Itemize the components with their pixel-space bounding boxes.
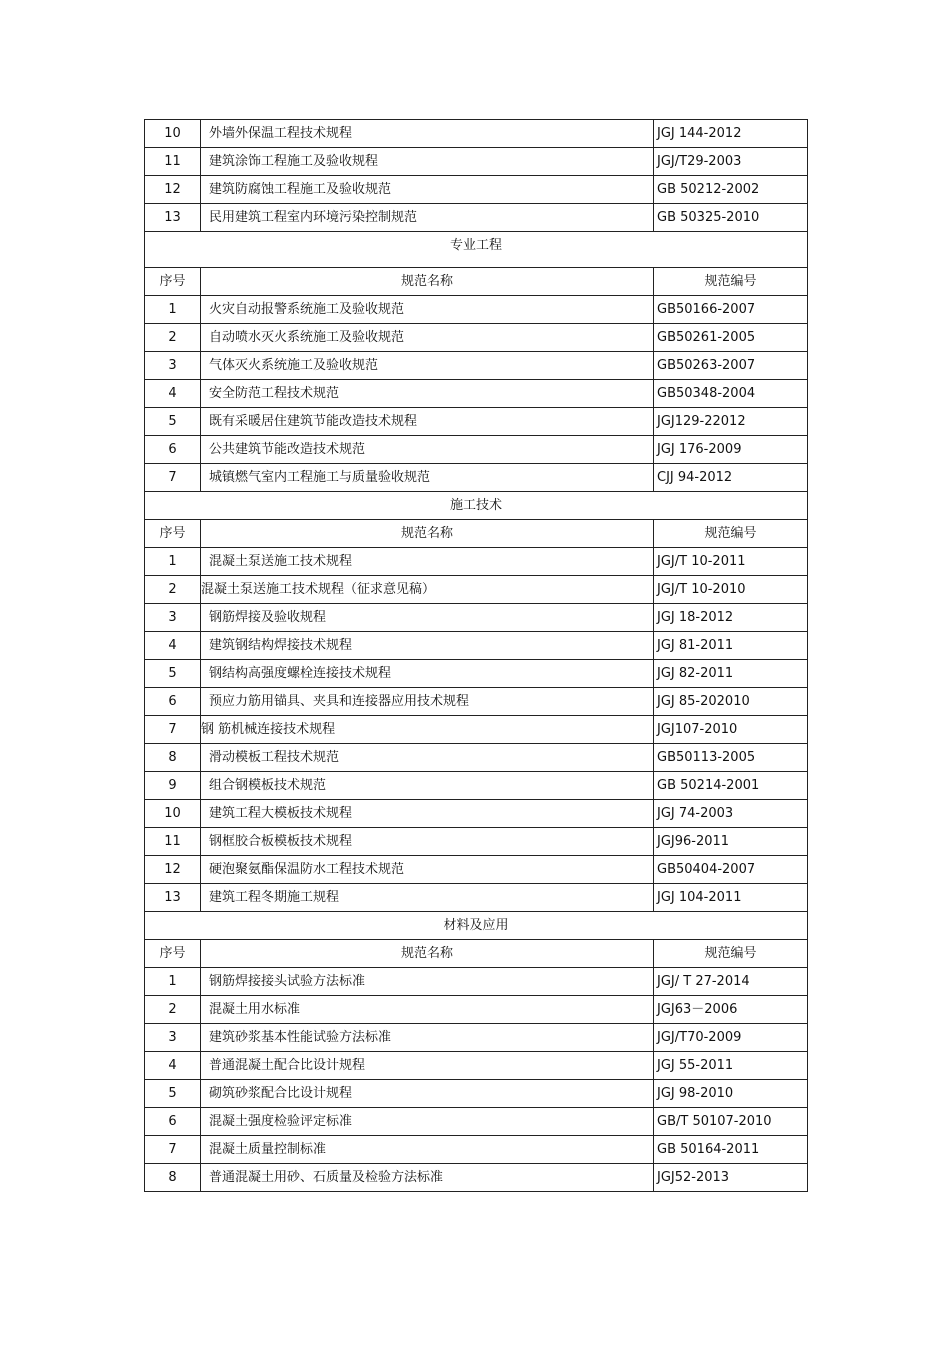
table-row bbox=[145, 772, 808, 800]
table-row bbox=[145, 632, 808, 660]
standard-code: JGJ 98-2010 bbox=[654, 1080, 808, 1108]
row-number: 10 bbox=[145, 800, 201, 828]
row-number: 2 bbox=[145, 324, 201, 352]
standard-name: 硬泡聚氨酯保温防水工程技术规范 bbox=[201, 856, 654, 884]
standard-name: 既有采暖居住建筑节能改造技术规程 bbox=[201, 408, 654, 436]
table-row bbox=[145, 204, 808, 232]
table-row bbox=[145, 1136, 808, 1164]
standard-name: 钢筋焊接及验收规程 bbox=[201, 604, 654, 632]
table-row bbox=[145, 1024, 808, 1052]
row-number: 12 bbox=[145, 856, 201, 884]
standard-name: 预应力筋用锚具、夹具和连接器应用技术规程 bbox=[201, 688, 654, 716]
table-row bbox=[145, 856, 808, 884]
standard-code: JGJ 55-2011 bbox=[654, 1052, 808, 1080]
row-number: 5 bbox=[145, 408, 201, 436]
standard-code: GB50261-2005 bbox=[654, 324, 808, 352]
standard-code: JGJ/T29-2003 bbox=[654, 148, 808, 176]
section-title: 专业工程 bbox=[145, 232, 808, 268]
standard-code: GB 50212-2002 bbox=[654, 176, 808, 204]
section-title-row bbox=[145, 232, 808, 268]
row-number: 13 bbox=[145, 884, 201, 912]
standard-name: 混凝土用水标准 bbox=[201, 996, 654, 1024]
row-number: 1 bbox=[145, 548, 201, 576]
standard-name: 钢结构高强度螺栓连接技术规程 bbox=[201, 660, 654, 688]
standard-code: JGJ 82-2011 bbox=[654, 660, 808, 688]
row-number: 6 bbox=[145, 436, 201, 464]
standard-name: 砌筑砂浆配合比设计规程 bbox=[201, 1080, 654, 1108]
section-title: 施工技术 bbox=[145, 492, 808, 520]
row-number: 13 bbox=[145, 204, 201, 232]
standard-code: GB50263-2007 bbox=[654, 352, 808, 380]
standard-name: 自动喷水灭火系统施工及验收规范 bbox=[201, 324, 654, 352]
standard-code: JGJ/T70-2009 bbox=[654, 1024, 808, 1052]
standard-code: JGJ/T 10-2011 bbox=[654, 548, 808, 576]
row-number: 11 bbox=[145, 148, 201, 176]
standard-name: 建筑砂浆基本性能试验方法标准 bbox=[201, 1024, 654, 1052]
standard-name: 民用建筑工程室内环境污染控制规范 bbox=[201, 204, 654, 232]
standard-name: 钢框胶合板模板技术规程 bbox=[201, 828, 654, 856]
table-row bbox=[145, 828, 808, 856]
standard-name: 安全防范工程技术规范 bbox=[201, 380, 654, 408]
table-row bbox=[145, 120, 808, 148]
standard-name: 建筑工程冬期施工规程 bbox=[201, 884, 654, 912]
standard-code: JGJ/ T 27-2014 bbox=[654, 968, 808, 996]
row-number: 4 bbox=[145, 632, 201, 660]
table-row bbox=[145, 148, 808, 176]
row-number: 11 bbox=[145, 828, 201, 856]
standard-name: 外墙外保温工程技术规程 bbox=[201, 120, 654, 148]
standard-name: 滑动模板工程技术规范 bbox=[201, 744, 654, 772]
row-number: 2 bbox=[145, 996, 201, 1024]
standard-code: GB 50325-2010 bbox=[654, 204, 808, 232]
table-row bbox=[145, 408, 808, 436]
standard-code: JGJ/T 10-2010 bbox=[654, 576, 808, 604]
header-number: 序号 bbox=[145, 268, 201, 296]
standard-code: GB 50214-2001 bbox=[654, 772, 808, 800]
row-number: 4 bbox=[145, 380, 201, 408]
standard-code: GB 50164-2011 bbox=[654, 1136, 808, 1164]
row-number: 6 bbox=[145, 688, 201, 716]
table-row bbox=[145, 716, 808, 744]
standard-name: 火灾自动报警系统施工及验收规范 bbox=[201, 296, 654, 324]
row-number: 3 bbox=[145, 604, 201, 632]
standard-name: 城镇燃气室内工程施工与质量验收规范 bbox=[201, 464, 654, 492]
standard-name: 混凝土泵送施工技术规程（征求意见稿） bbox=[201, 576, 654, 604]
standard-name: 混凝土质量控制标准 bbox=[201, 1136, 654, 1164]
table-row bbox=[145, 800, 808, 828]
standard-name: 公共建筑节能改造技术规范 bbox=[201, 436, 654, 464]
header-number: 序号 bbox=[145, 940, 201, 968]
standard-name: 钢 筋机械连接技术规程 bbox=[201, 716, 654, 744]
row-number: 12 bbox=[145, 176, 201, 204]
standard-code: JGJ63－2006 bbox=[654, 996, 808, 1024]
row-number: 4 bbox=[145, 1052, 201, 1080]
header-name: 规范名称 bbox=[201, 940, 654, 968]
header-code: 规范编号 bbox=[654, 520, 808, 548]
standard-name: 气体灭火系统施工及验收规范 bbox=[201, 352, 654, 380]
header-number: 序号 bbox=[145, 520, 201, 548]
table-row bbox=[145, 548, 808, 576]
row-number: 3 bbox=[145, 1024, 201, 1052]
standard-code: JGJ 144-2012 bbox=[654, 120, 808, 148]
standard-code: JGJ52-2013 bbox=[654, 1164, 808, 1192]
row-number: 7 bbox=[145, 1136, 201, 1164]
standard-code: JGJ 18-2012 bbox=[654, 604, 808, 632]
standard-code: GB50113-2005 bbox=[654, 744, 808, 772]
table-row bbox=[145, 352, 808, 380]
table-row bbox=[145, 464, 808, 492]
standard-code: JGJ 176-2009 bbox=[654, 436, 808, 464]
standard-code: JGJ 74-2003 bbox=[654, 800, 808, 828]
standard-code: JGJ 81-2011 bbox=[654, 632, 808, 660]
row-number: 8 bbox=[145, 1164, 201, 1192]
standard-name: 建筑钢结构焊接技术规程 bbox=[201, 632, 654, 660]
standard-code: GB50166-2007 bbox=[654, 296, 808, 324]
table-header-row bbox=[145, 940, 808, 968]
row-number: 5 bbox=[145, 660, 201, 688]
header-name: 规范名称 bbox=[201, 520, 654, 548]
table-row bbox=[145, 296, 808, 324]
standard-name: 混凝土泵送施工技术规程 bbox=[201, 548, 654, 576]
header-code: 规范编号 bbox=[654, 268, 808, 296]
row-number: 7 bbox=[145, 716, 201, 744]
row-number: 3 bbox=[145, 352, 201, 380]
table-header-row bbox=[145, 268, 808, 296]
standard-name: 钢筋焊接接头试验方法标准 bbox=[201, 968, 654, 996]
standard-code: GB50404-2007 bbox=[654, 856, 808, 884]
standard-code: JGJ129-22012 bbox=[654, 408, 808, 436]
row-number: 2 bbox=[145, 576, 201, 604]
table-row bbox=[145, 1052, 808, 1080]
table-row bbox=[145, 1164, 808, 1192]
row-number: 6 bbox=[145, 1108, 201, 1136]
section-title-row bbox=[145, 912, 808, 940]
table-row bbox=[145, 968, 808, 996]
table-header-row bbox=[145, 520, 808, 548]
header-name: 规范名称 bbox=[201, 268, 654, 296]
table-row bbox=[145, 744, 808, 772]
standard-name: 组合钢模板技术规范 bbox=[201, 772, 654, 800]
header-code: 规范编号 bbox=[654, 940, 808, 968]
standard-code: JGJ107-2010 bbox=[654, 716, 808, 744]
standard-code: GB/T 50107-2010 bbox=[654, 1108, 808, 1136]
standard-name: 普通混凝土用砂、石质量及检验方法标准 bbox=[201, 1164, 654, 1192]
standard-name: 普通混凝土配合比设计规程 bbox=[201, 1052, 654, 1080]
section-title-row bbox=[145, 492, 808, 520]
row-number: 1 bbox=[145, 968, 201, 996]
section-title: 材料及应用 bbox=[145, 912, 808, 940]
standard-code: JGJ96-2011 bbox=[654, 828, 808, 856]
standard-name: 建筑工程大模板技术规程 bbox=[201, 800, 654, 828]
table-row bbox=[145, 660, 808, 688]
row-number: 1 bbox=[145, 296, 201, 324]
row-number: 8 bbox=[145, 744, 201, 772]
standards-table bbox=[144, 119, 808, 1192]
row-number: 10 bbox=[145, 120, 201, 148]
row-number: 5 bbox=[145, 1080, 201, 1108]
table-row bbox=[145, 884, 808, 912]
table-row bbox=[145, 688, 808, 716]
standard-name: 混凝土强度检验评定标准 bbox=[201, 1108, 654, 1136]
standard-code: GB50348-2004 bbox=[654, 380, 808, 408]
standard-code: JGJ 104-2011 bbox=[654, 884, 808, 912]
table-row bbox=[145, 604, 808, 632]
table-row bbox=[145, 1080, 808, 1108]
table-row bbox=[145, 380, 808, 408]
table-row bbox=[145, 176, 808, 204]
standard-code: CJJ 94-2012 bbox=[654, 464, 808, 492]
table-row bbox=[145, 1108, 808, 1136]
standard-name: 建筑防腐蚀工程施工及验收规范 bbox=[201, 176, 654, 204]
table-row bbox=[145, 324, 808, 352]
row-number: 9 bbox=[145, 772, 201, 800]
table-row bbox=[145, 996, 808, 1024]
table-row bbox=[145, 436, 808, 464]
standard-name: 建筑涂饰工程施工及验收规程 bbox=[201, 148, 654, 176]
standard-code: JGJ 85-202010 bbox=[654, 688, 808, 716]
table-row bbox=[145, 576, 808, 604]
row-number: 7 bbox=[145, 464, 201, 492]
